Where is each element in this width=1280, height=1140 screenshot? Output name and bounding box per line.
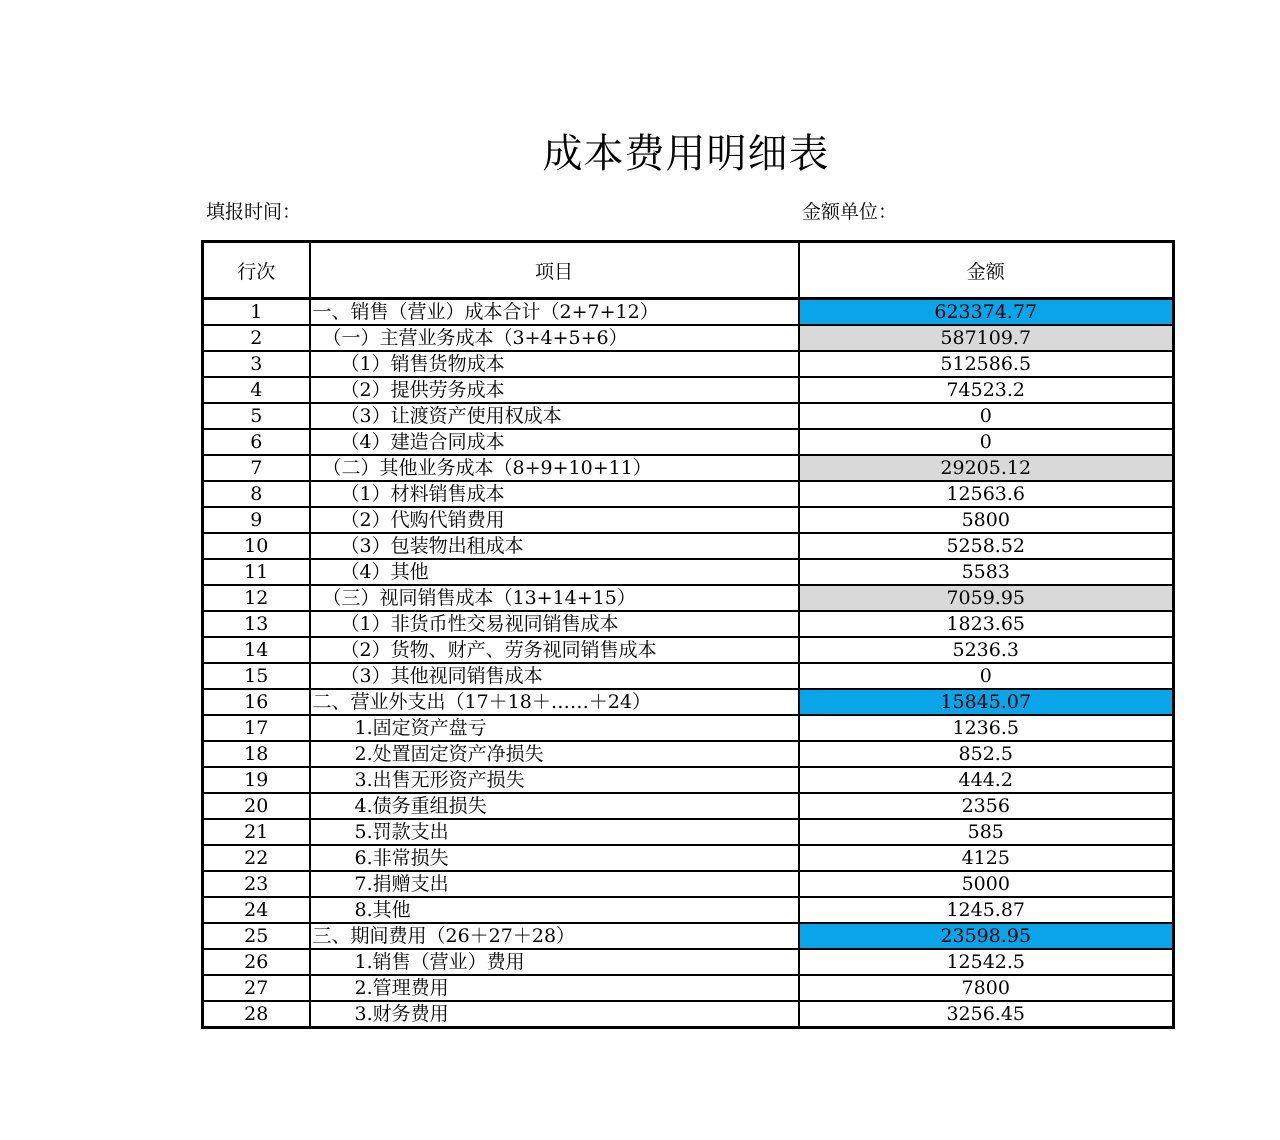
table-row: [203, 741, 1174, 767]
row-number-cell[interactable]: 20: [203, 793, 310, 819]
item-cell[interactable]: （1）非货币性交易视同销售成本: [310, 611, 799, 637]
item-cell[interactable]: 7.捐赠支出: [310, 871, 799, 897]
amount-cell[interactable]: 74523.2: [799, 377, 1174, 403]
table-row: [203, 325, 1174, 351]
item-cell[interactable]: （3）让渡资产使用权成本: [310, 403, 799, 429]
item-cell[interactable]: 8.其他: [310, 897, 799, 923]
row-number-cell[interactable]: 23: [203, 871, 310, 897]
amount-cell[interactable]: 5583: [799, 559, 1174, 585]
item-cell[interactable]: （4）其他: [310, 559, 799, 585]
row-number-cell[interactable]: 22: [203, 845, 310, 871]
table-row: [203, 767, 1174, 793]
amount-cell[interactable]: 5236.3: [799, 637, 1174, 663]
amount-cell[interactable]: 7059.95: [799, 585, 1174, 611]
item-cell[interactable]: （4）建造合同成本: [310, 429, 799, 455]
amount-cell[interactable]: 0: [799, 403, 1174, 429]
item-cell[interactable]: 5.罚款支出: [310, 819, 799, 845]
header-amount[interactable]: 金额: [799, 242, 1174, 299]
amount-cell[interactable]: 1823.65: [799, 611, 1174, 637]
row-number-cell[interactable]: 10: [203, 533, 310, 559]
header-row: [203, 242, 1174, 299]
table-row: [203, 351, 1174, 377]
item-cell[interactable]: 二、营业外支出（17＋18＋……＋24）: [310, 689, 799, 715]
item-cell[interactable]: 1.销售（营业）费用: [310, 949, 799, 975]
row-number-cell[interactable]: 17: [203, 715, 310, 741]
table-row: [203, 793, 1174, 819]
item-cell[interactable]: 3.出售无形资产损失: [310, 767, 799, 793]
table-row: [203, 897, 1174, 923]
row-number-cell[interactable]: 9: [203, 507, 310, 533]
row-number-cell[interactable]: 8: [203, 481, 310, 507]
table-row: [203, 559, 1174, 585]
amount-cell[interactable]: 1236.5: [799, 715, 1174, 741]
table-row: [203, 637, 1174, 663]
row-number-cell[interactable]: 7: [203, 455, 310, 481]
item-cell[interactable]: （三）视同销售成本（13+14+15）: [310, 585, 799, 611]
item-cell[interactable]: （二）其他业务成本（8+9+10+11）: [310, 455, 799, 481]
table-row: [203, 403, 1174, 429]
amount-cell[interactable]: 7800: [799, 975, 1174, 1001]
fill-time-label: 填报时间：: [206, 201, 302, 223]
row-number-cell[interactable]: 18: [203, 741, 310, 767]
amount-cell[interactable]: 1245.87: [799, 897, 1174, 923]
amount-cell[interactable]: 5800: [799, 507, 1174, 533]
amount-cell[interactable]: 23598.95: [799, 923, 1174, 949]
row-number-cell[interactable]: 5: [203, 403, 310, 429]
table-row: [203, 663, 1174, 689]
row-number-cell[interactable]: 19: [203, 767, 310, 793]
row-number-cell[interactable]: 24: [203, 897, 310, 923]
item-cell[interactable]: （3）其他视同销售成本: [310, 663, 799, 689]
amount-cell[interactable]: 3256.45: [799, 1001, 1174, 1028]
table-row: [203, 299, 1174, 326]
row-number-cell[interactable]: 21: [203, 819, 310, 845]
table-row: [203, 923, 1174, 949]
table-row: [203, 689, 1174, 715]
header-row-no[interactable]: 行次: [203, 242, 310, 299]
row-number-cell[interactable]: 4: [203, 377, 310, 403]
amount-cell[interactable]: 5000: [799, 871, 1174, 897]
item-cell[interactable]: 6.非常损失: [310, 845, 799, 871]
item-cell[interactable]: 一、销售（营业）成本合计（2+7+12）: [310, 299, 799, 326]
item-cell[interactable]: 1.固定资产盘亏: [310, 715, 799, 741]
row-number-cell[interactable]: 16: [203, 689, 310, 715]
row-number-cell[interactable]: 12: [203, 585, 310, 611]
table-body: [203, 299, 1174, 1028]
amount-cell[interactable]: 585: [799, 819, 1174, 845]
table-row: [203, 481, 1174, 507]
table-row: [203, 533, 1174, 559]
table-row: [203, 507, 1174, 533]
amount-cell[interactable]: 512586.5: [799, 351, 1174, 377]
row-number-cell[interactable]: 15: [203, 663, 310, 689]
row-number-cell[interactable]: 1: [203, 299, 310, 326]
item-cell[interactable]: 2.管理费用: [310, 975, 799, 1001]
table-row: [203, 715, 1174, 741]
amount-cell[interactable]: 2356: [799, 793, 1174, 819]
table-row: [203, 1001, 1174, 1028]
header-item[interactable]: 项目: [310, 242, 799, 299]
item-cell[interactable]: 3.财务费用: [310, 1001, 799, 1028]
row-number-cell[interactable]: 25: [203, 923, 310, 949]
item-cell[interactable]: （2）货物、财产、劳务视同销售成本: [310, 637, 799, 663]
table-row: [203, 949, 1174, 975]
table-row: [203, 975, 1174, 1001]
amount-unit-label: 金额单位：: [802, 201, 898, 223]
table-row: [203, 611, 1174, 637]
table-row: [203, 455, 1174, 481]
row-number-cell[interactable]: 26: [203, 949, 310, 975]
item-cell[interactable]: 三、期间费用（26＋27＋28）: [310, 923, 799, 949]
row-number-cell[interactable]: 6: [203, 429, 310, 455]
amount-cell[interactable]: 12542.5: [799, 949, 1174, 975]
table-row: [203, 819, 1174, 845]
row-number-cell[interactable]: 3: [203, 351, 310, 377]
table-row: [203, 377, 1174, 403]
table-row: [203, 585, 1174, 611]
item-cell[interactable]: （3）包装物出租成本: [310, 533, 799, 559]
item-cell[interactable]: 4.债务重组损失: [310, 793, 799, 819]
item-cell[interactable]: （1）材料销售成本: [310, 481, 799, 507]
table-row: [203, 429, 1174, 455]
amount-cell[interactable]: 5258.52: [799, 533, 1174, 559]
item-cell[interactable]: 2.处置固定资产净损失: [310, 741, 799, 767]
table-row: [203, 845, 1174, 871]
item-cell[interactable]: （一）主营业务成本（3+4+5+6）: [310, 325, 799, 351]
amount-cell[interactable]: 587109.7: [799, 325, 1174, 351]
row-number-cell[interactable]: 2: [203, 325, 310, 351]
item-cell[interactable]: （2）代购代销费用: [310, 507, 799, 533]
item-cell[interactable]: （1）销售货物成本: [310, 351, 799, 377]
row-number-cell[interactable]: 14: [203, 637, 310, 663]
amount-cell[interactable]: 444.2: [799, 767, 1174, 793]
amount-cell[interactable]: 15845.07: [799, 689, 1174, 715]
amount-cell[interactable]: 852.5: [799, 741, 1174, 767]
row-number-cell[interactable]: 11: [203, 559, 310, 585]
amount-cell[interactable]: 623374.77: [799, 299, 1174, 326]
amount-cell[interactable]: 4125: [799, 845, 1174, 871]
table-row: [203, 871, 1174, 897]
amount-cell[interactable]: 12563.6: [799, 481, 1174, 507]
cost-expense-table: [201, 240, 1175, 1029]
amount-cell[interactable]: 29205.12: [799, 455, 1174, 481]
row-number-cell[interactable]: 13: [203, 611, 310, 637]
amount-cell[interactable]: 0: [799, 663, 1174, 689]
item-cell[interactable]: （2）提供劳务成本: [310, 377, 799, 403]
row-number-cell[interactable]: 27: [203, 975, 310, 1001]
row-number-cell[interactable]: 28: [203, 1001, 310, 1028]
amount-cell[interactable]: 0: [799, 429, 1174, 455]
sheet-title: 成本费用明细表: [542, 131, 830, 177]
